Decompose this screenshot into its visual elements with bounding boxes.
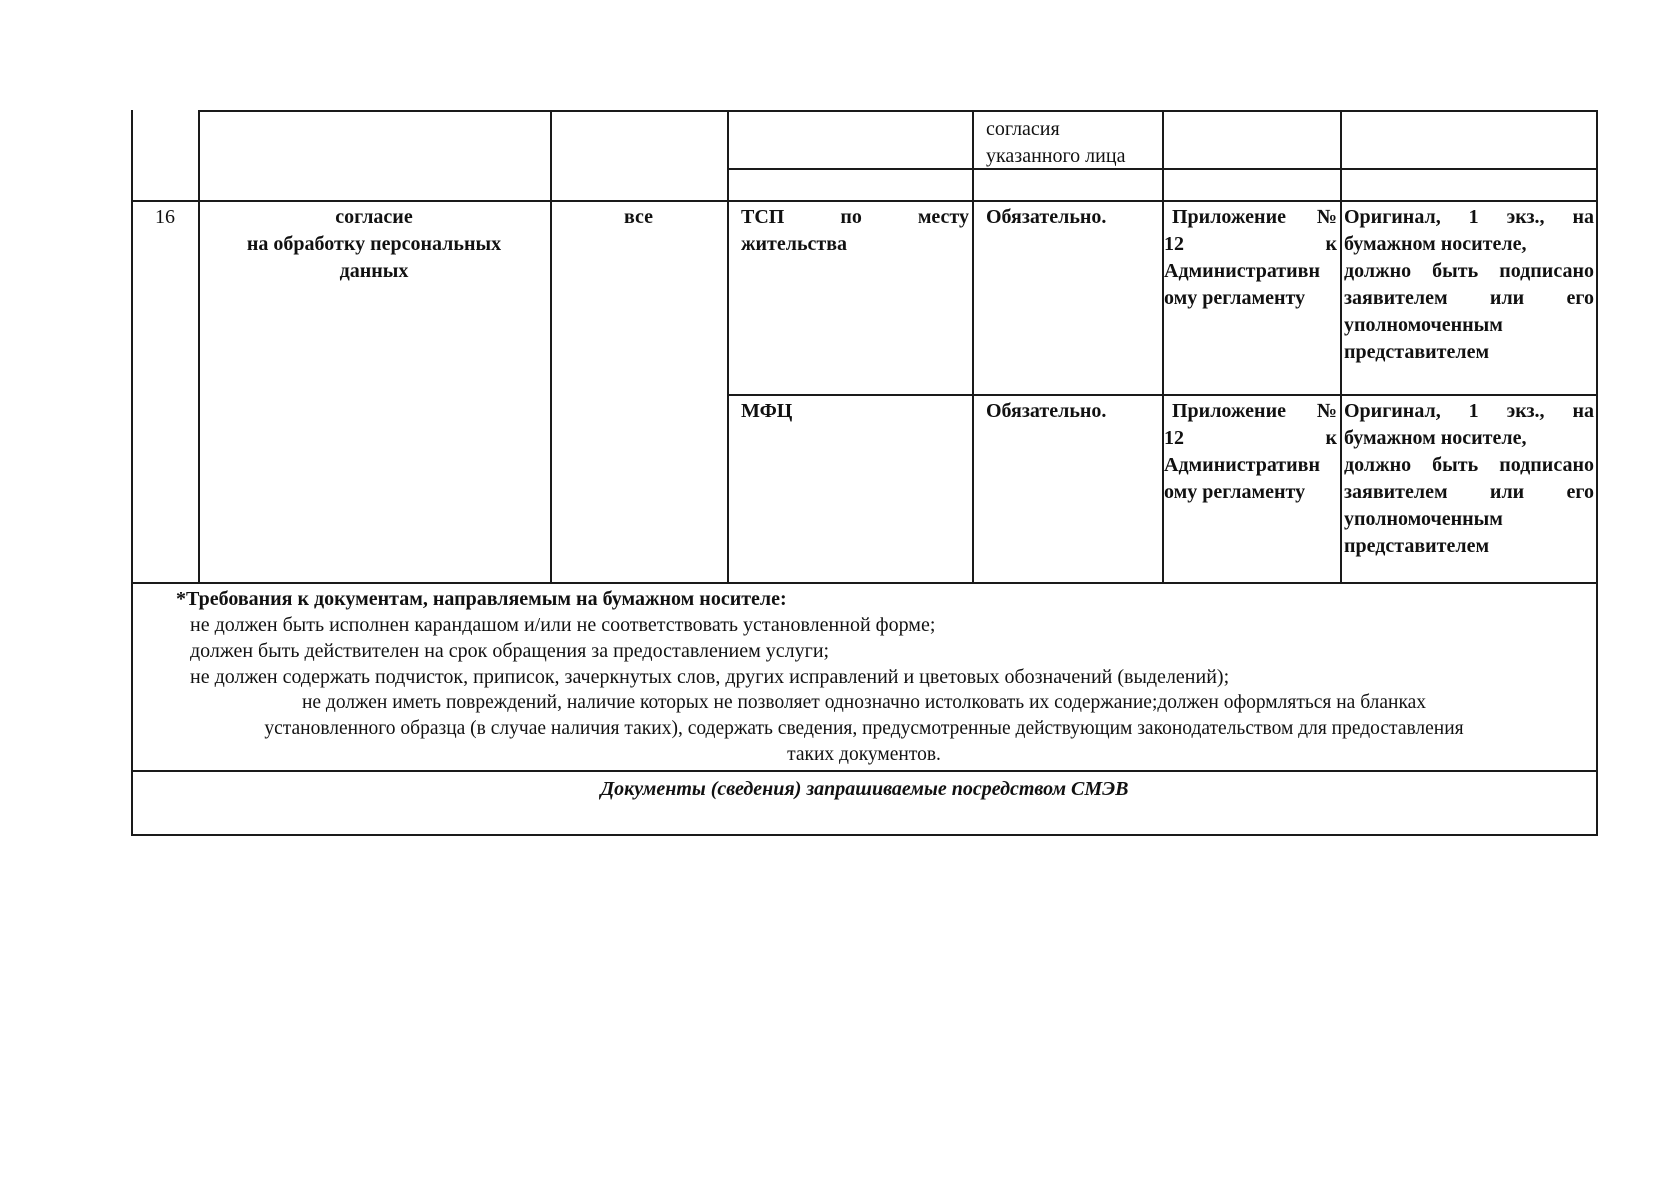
col2-right-border <box>550 110 552 584</box>
document-name-line: на обработку персональных <box>246 233 502 255</box>
smev-section-heading: Документы (сведения) запрашиваемые посредством СМЭВ <box>600 778 1129 800</box>
applicant-category: все <box>623 206 654 228</box>
document-name <box>204 204 544 285</box>
form-word: должно <box>1344 454 1412 476</box>
form-word: 1 <box>1468 400 1479 422</box>
form-word: экз., <box>1506 400 1545 422</box>
form-word: экз., <box>1506 206 1545 228</box>
document-name-line: данных <box>339 260 409 282</box>
form-word: 1 <box>1468 206 1479 228</box>
table-left-border <box>131 110 133 836</box>
appendix-word: к <box>1325 427 1337 449</box>
requirement-status-2: Обязательно. <box>986 400 1107 422</box>
form-word: или <box>1489 287 1525 309</box>
cont-row-col4-text: согласия указанного лица <box>986 118 1126 167</box>
requirement-status-1: Обязательно. <box>986 206 1107 228</box>
appendix-line: ому регламенту <box>1164 481 1306 503</box>
form-word: заявителем <box>1344 287 1448 309</box>
submission-place-mfc: МФЦ <box>741 400 793 422</box>
appendix-word: 12 <box>1164 233 1184 255</box>
appendix-line: ому регламенту <box>1164 287 1306 309</box>
form-line: представителем <box>1344 535 1490 557</box>
requirement-line: не должен иметь повреждений, наличие которых не позволяет однозначно истолковать их содержание;должен оформляться на бланках <box>301 692 1427 713</box>
form-word: на <box>1572 400 1594 422</box>
row16-top-border <box>131 200 1598 202</box>
form-line: уполномоченным <box>1344 314 1503 336</box>
requirements-heading: *Требования к документам, направляемым на бумажном носителе: <box>176 588 787 610</box>
requirement-line: установленного образца (в случае наличия таких), содержать сведения, предусмотренные действующим законодательством для предоставления <box>264 718 1464 739</box>
appendix-word: № <box>1316 206 1337 228</box>
appendix-reference-2 <box>1164 398 1337 506</box>
col3-right-border <box>727 110 729 584</box>
place-word: месту <box>917 206 969 228</box>
submission-place-tsp <box>741 204 969 258</box>
row-number: 16 <box>155 206 175 228</box>
place-word: ТСП <box>741 206 785 228</box>
appendix-word: к <box>1325 233 1337 255</box>
form-word: подписано <box>1499 454 1594 476</box>
place-word: по <box>840 206 862 228</box>
requirement-item: не должен быть исполнен карандашом и/или не соответствовать установленной форме; <box>190 614 936 636</box>
document-form-1 <box>1344 204 1594 366</box>
appendix-reference-1 <box>1164 204 1337 312</box>
appendix-line: Административн <box>1164 454 1320 476</box>
requirements-top-border <box>131 582 1598 584</box>
form-word: подписано <box>1499 260 1594 282</box>
table-bottom-border <box>131 834 1598 836</box>
requirement-item: должен быть действителен на срок обращения за предоставлением услуги; <box>190 640 830 662</box>
form-word: его <box>1566 481 1594 503</box>
form-line: уполномоченным <box>1344 508 1503 530</box>
form-word: должно <box>1344 260 1412 282</box>
smev-top-border <box>131 770 1598 772</box>
form-word: или <box>1489 481 1525 503</box>
col1-right-border <box>198 110 200 584</box>
appendix-line: Административн <box>1164 260 1320 282</box>
document-name-line: согласие <box>335 206 413 228</box>
place-line: жительства <box>741 233 848 255</box>
appendix-word: Приложение <box>1172 400 1286 422</box>
requirement-item <box>140 690 1588 768</box>
table-right-border <box>1596 110 1598 836</box>
col5-right-border <box>1162 110 1164 584</box>
form-word: быть <box>1432 454 1479 476</box>
col4-right-border <box>972 110 974 584</box>
form-word: Оригинал, <box>1344 206 1441 228</box>
table-top-border <box>198 110 1598 112</box>
form-word: на <box>1572 206 1594 228</box>
form-word: заявителем <box>1344 481 1448 503</box>
appendix-word: Приложение <box>1172 206 1286 228</box>
appendix-word: 12 <box>1164 427 1184 449</box>
requirement-line: таких документов. <box>787 744 941 765</box>
form-word: Оригинал, <box>1344 400 1441 422</box>
appendix-word: № <box>1316 400 1337 422</box>
form-word: его <box>1566 287 1594 309</box>
document-form-2 <box>1344 398 1594 560</box>
col6-right-border <box>1340 110 1342 584</box>
form-line: бумажном носителе, <box>1344 427 1527 449</box>
form-line: бумажном носителе, <box>1344 233 1527 255</box>
form-word: быть <box>1432 260 1479 282</box>
requirement-item: не должен содержать подчисток, приписок, зачеркнутых слов, других исправлений и цветовых обозначений (выделений); <box>190 666 1230 688</box>
form-line: представителем <box>1344 341 1490 363</box>
